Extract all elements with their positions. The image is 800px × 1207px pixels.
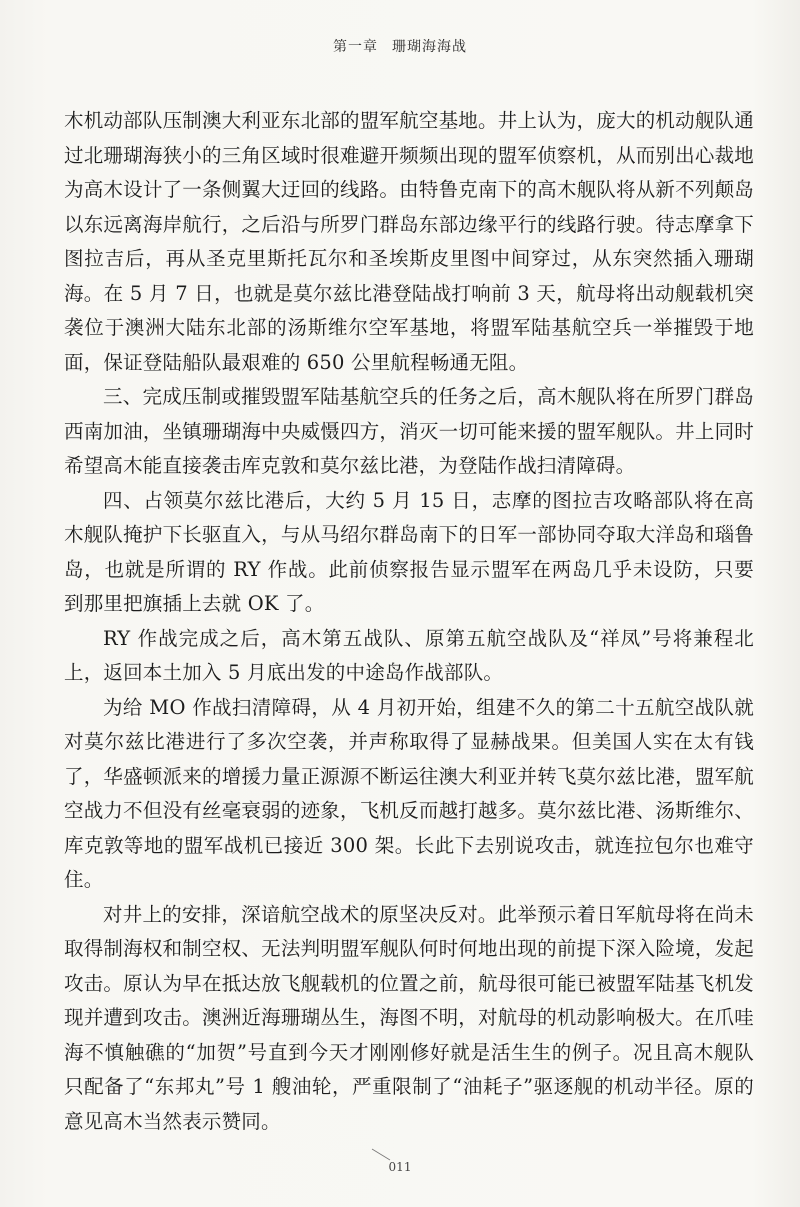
paragraph: 四、占领莫尔兹比港后，大约 5 月 15 日，志摩的图拉吉攻略部队将在高木舰队掩护下长驱直入，与从马绍尔群岛南下的日军一部协同夺取大洋岛和瑙鲁岛，也就是所谓的 RY 作战。此前侦察报告显示盟军在两岛几乎未设防，只要到那里把旗插上去就 OK 了。 xyxy=(64,488,754,615)
running-header xyxy=(0,36,800,56)
chapter-label: 第一章 xyxy=(333,39,378,55)
paragraph: 对井上的安排，深谙航空战术的原坚决反对。此举预示着日军航母将在尚未取得制海权和制空权、无法判明盟军舰队何时何地出现的前提下深入险境，发起攻击。原认为早在抵达放飞舰载机的位置之前，航母很可能已被盟军陆基飞机发现并遭到攻击。澳洲近海珊瑚丛生，海图不明，对航母的机动影响极大。在爪哇海不慎触礁的“加贺”号直到今天才刚刚修好就是活生生的例子。况且高木舰队只配备了“东邦丸”号 1 艘油轮，严重限制了“油耗子”驱逐舰的机动半径。原的意见高木当然表示赞同。 xyxy=(64,902,754,1133)
paragraph: RY 作战完成之后，高木第五战队、原第五航空战队及“祥凤”号将兼程北上，返回本土加入 5 月底出发的中途岛作战部队。 xyxy=(64,626,754,684)
page-number: 011 xyxy=(388,1160,412,1174)
body-text xyxy=(64,104,754,1139)
chapter-title: 珊瑚海海战 xyxy=(392,39,467,55)
paragraph: 为给 MO 作战扫清障碍，从 4 月初开始，组建不久的第二十五航空战队就对莫尔兹比港进行了多次空袭，并声称取得了显赫战果。但美国人实在太有钱了，华盛顿派来的增援力量正源源不断运往澳大利亚并转飞莫尔兹比港，盟军航空战力不但没有丝毫衰弱的迹象，飞机反而越打越多。莫尔兹比港、汤斯维尔、库克敦等地的盟军战机已接近 300 架。长此下去别说攻击，就连拉包尔也难守住。 xyxy=(64,695,754,891)
paragraph: 木机动部队压制澳大利亚东北部的盟军航空基地。井上认为，庞大的机动舰队通过北珊瑚海狭小的三角区域时很难避开频频出现的盟军侦察机，从而别出心裁地为高木设计了一条侧翼大迂回的线路。由特鲁克南下的高木舰队将从新不列颠岛以东远离海岸航行，之后沿与所罗门群岛东部边缘平行的线路行驶。待志摩拿下图拉吉后，再从圣克里斯托瓦尔和圣埃斯皮里图中间穿过，从东突然插入珊瑚海。在 5 月 7 日，也就是莫尔兹比港登陆战打响前 3 天，航母将出动舰载机突袭位于澳洲大陆东北部的汤斯维尔空军基地，将盟军陆基航空兵一举摧毁于地面，保证登陆船队最艰难的 650 公里航程畅通无阻。 xyxy=(64,109,754,374)
paragraph: 三、完成压制或摧毁盟军陆基航空兵的任务之后，高木舰队将在所罗门群岛西南加油，坐镇珊瑚海中央威慑四方，消灭一切可能来援的盟军舰队。井上同时希望高木能直接袭击库克敦和莫尔兹比港，为登陆作战扫清障碍。 xyxy=(64,385,754,477)
